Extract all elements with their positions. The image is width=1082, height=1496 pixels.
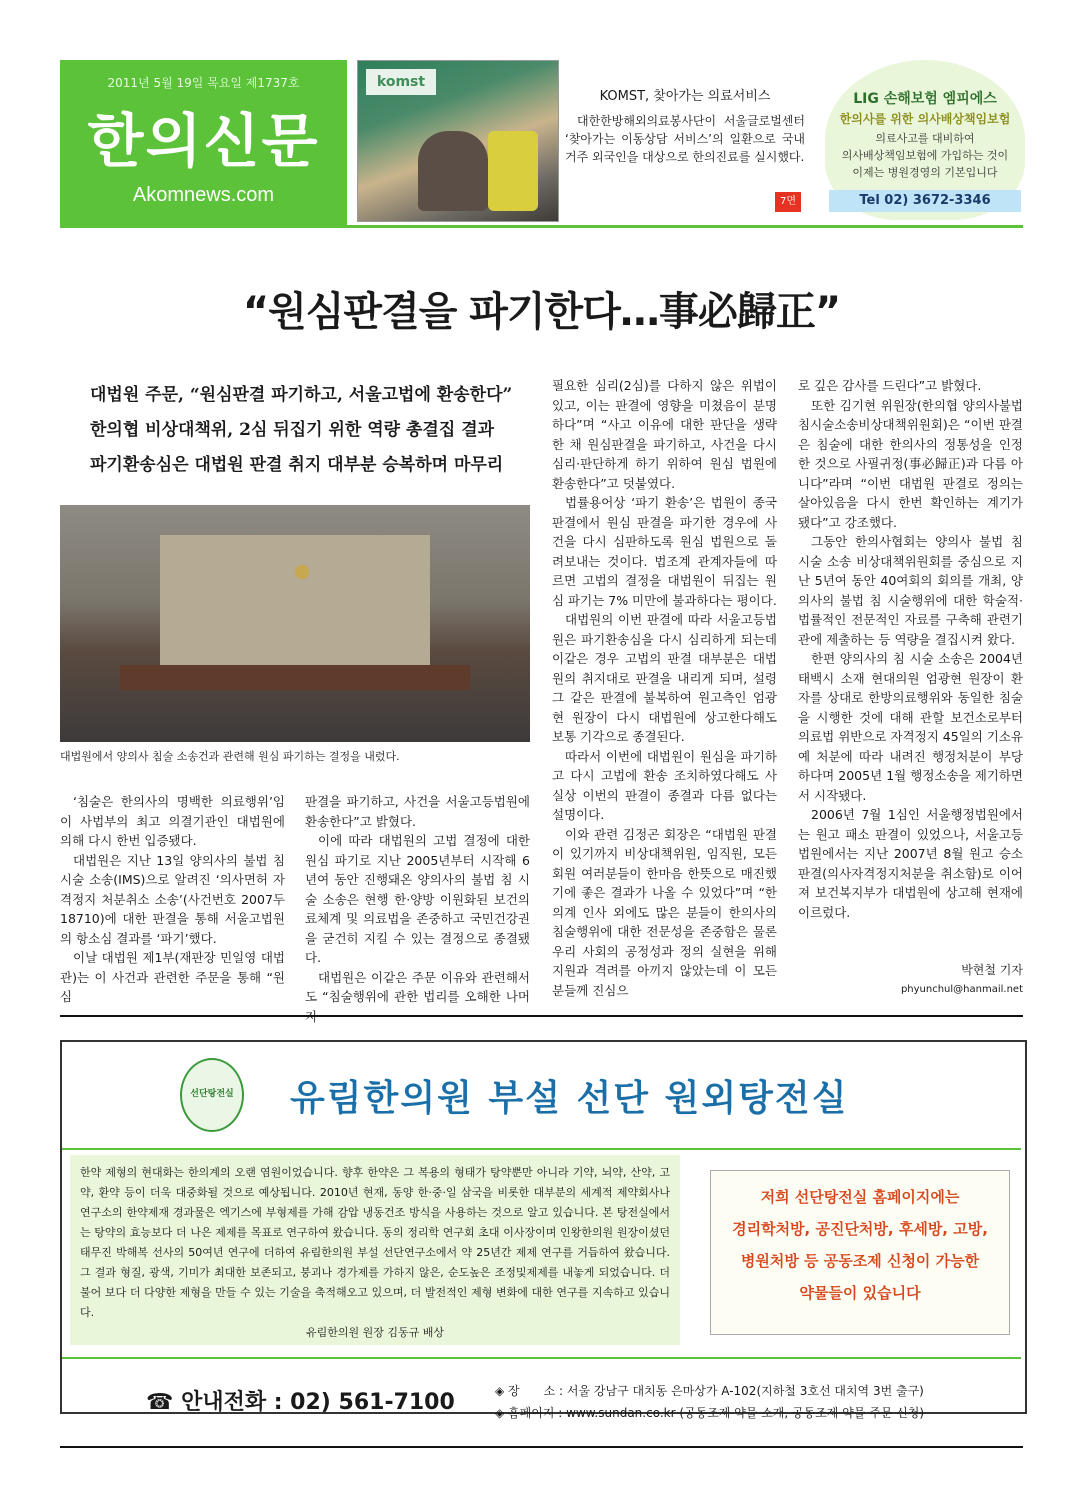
paragraph: 대법원의 이번 판결에 따라 서울고등법원은 파기환송심을 다시 심리하게 되는데 이같은 경우 고법의 판결 대부분은 대법원의 취지대로 판결을 내리게 되며, 설령 그 같은 판결에 불복하여 원고측인 엄광현 원장이 다시 대법원에 상고한다해도 보통 기각으로 종결된다.	[552, 612, 777, 744]
subhead-1: 대법원 주문, “원심판결 파기하고, 서울고법에 환송한다”	[90, 385, 513, 405]
byline	[798, 960, 1023, 1000]
author-email[interactable]: phyunchul@hanmail.net	[900, 984, 1023, 995]
paragraph: 이와 관련 김정곤 회장은 “대법원 판결이 있기까지 비상대책위원, 임직원, 모든 회원 여러분들이 한마음 한뜻으로 매진했기에 좋은 결과가 나올 수 있었다”며 “한의계 인사 외에도 많은 분들이 한의사의 침술행위에 대한 전문성을 존중함은 물론 우리 사회의 공정성과 정의 실현을 위해 지원과 격려를 아끼지 않았는데 이 모든 분들께 진심으	[552, 826, 777, 998]
paragraph: 필요한 심리(2심)를 다하지 않은 위법이 있고, 이는 판결에 영향을 미쳤음이 분명하다”며 “사고 이유에 대한 판단을 생략한 채 원심판결을 파기하고, 사건을 다시 심리·판단하게 하기 위하여 원심 법원에 환송한다”고 덧붙였다.	[552, 378, 777, 491]
ad-highlight-box	[710, 1170, 1010, 1335]
ad-contact	[495, 1380, 924, 1424]
paragraph: 법률용어상 ‘파기 환송’은 법원이 종국판결에서 원심 판결을 파기한 경우에 사건을 다시 심판하도록 원심 법원으로 돌려보내는 것이다. 법조계 관계자들에 따르면 고법의 결정을 대법원이 뒤집는 원심 파기는 7% 미만에 불과하다는 평이다.	[552, 495, 777, 608]
ad-address: ◈ 장 소 : 서울 강남구 대치동 은마상가 A-102(지하철 3호선 대치역 3번 출구)	[495, 1384, 924, 1398]
article-column-2	[305, 792, 530, 1026]
photo-wall	[160, 535, 430, 685]
paragraph: 로 깊은 감사를 드린다”고 밝혔다.	[798, 378, 982, 393]
highlight-line: 병원처방 등 공동조제 신청이 가능한	[740, 1252, 980, 1270]
ad-title: 유림한의원 부설 선단 원외탕전실	[290, 1078, 849, 1119]
main-headline: “원심판결을 파기한다…事必歸正”	[242, 289, 841, 335]
author-name: 박현철 기자	[961, 963, 1023, 977]
subhead-2: 한의협 비상대책위, 2심 뒤집기 위한 역량 총결집 결과	[90, 420, 495, 440]
ad-divider	[62, 1148, 1021, 1150]
photo-volunteer	[488, 131, 538, 211]
paragraph: 2006년 7월 1심인 서울행정법원에서는 원고 패소 판결이 있었으나, 서울고등법원에서는 지난 2007년 8월 원고 승소 판결(의사자격정지처분을 취소함)로 이어져 보건복지부가 대법원에 상고해 현재에 이르렀다.	[798, 807, 1023, 920]
issue-date: 2011년 5월 19일 목요일 제1737호	[107, 76, 300, 90]
teaser-title: KOMST, 찾아가는 의료서비스	[599, 89, 771, 104]
paragraph: 그동안 한의사협회는 양의사 불법 침 시술 소송 비상대책위원회를 중심으로 지난 5년여 동안 40여회의 회의를 개최, 양의사의 불법 침 시술행위에 대한 학술적·법률적인 전문적인 자료를 구축해 관련기관에 제출하는 등 역량을 결집시켜 왔다.	[798, 534, 1023, 647]
ad-signature: 유림한의원 원장 김동규 배상	[305, 1326, 444, 1339]
masthead	[60, 60, 347, 225]
paragraph: 판결을 파기하고, 사건을 서울고등법원에 환송한다”고 밝혔다.	[305, 794, 530, 829]
paragraph: 대법원은 이같은 주문 이유와 관련해서도 “침술행위에 관한 법리를 오해한 나머	[305, 969, 530, 1004]
highlight-line: 저희 선단탕전실 홈페이지에는	[760, 1188, 960, 1206]
insurance-product: 한의사를 위한 의사배상책임보험	[839, 112, 1011, 126]
court-photo	[60, 505, 530, 742]
article-column-3	[552, 376, 777, 1000]
paragraph: 따라서 이번에 대법원이 원심을 파기하고 다시 고법에 환송 조치하였다해도 사실상 이번의 판결이 종결과 다름 없다는 설명이다.	[552, 748, 777, 822]
ad-homepage[interactable]: ◈ 홈페이지 : www.sundan.co.kr (공동조제 약물 소개, 공동조제 약물 주문 신청)	[495, 1406, 925, 1420]
article-column-4	[798, 376, 1023, 922]
subheads	[90, 378, 530, 483]
paragraph: 이에 따라 대법원의 고법 결정에 대한 원심 파기로 지난 2005년부터 시작해 6년여 동안 진행돼온 양의사의 불법 침 시술 소송은 현행 한·양방 이원화된 보건의료체계 및 의료법을 존중하고 국민건강권을 굳건히 지킬 수 있는 결정으로 종결됐다.	[305, 833, 530, 965]
photo-caption: 대법원에서 양의사 침술 소송건과 관련해 원심 파기하는 결정을 내렸다.	[60, 750, 400, 763]
photo-person	[418, 131, 488, 211]
komst-banner: komst	[366, 69, 436, 95]
masthead-rule	[60, 225, 1023, 228]
teaser-photo	[357, 60, 559, 222]
teaser-page-badge: 7면	[775, 192, 801, 212]
ad-phone[interactable]: ☎ 안내전화 : 02) 561-7100	[146, 1390, 455, 1415]
logo-label: 선단탕전실	[190, 1089, 234, 1099]
article-rule	[60, 1015, 1023, 1017]
subhead-3: 파기환송심은 대법원 판결 취지 대부분 승복하며 마무리	[90, 455, 504, 475]
highlight-line: 약물들이 있습니다	[799, 1284, 921, 1302]
insurance-line-3: 의사배상책임보험에 가입하는 것이	[841, 149, 1009, 162]
paragraph: 또한 김기현 위원장(한의협 양의사불법침시술소송비상대책위원회)은 “이번 판결은 침술에 대한 한의사의 정통성을 인정한 것으로 사필귀정(事必歸正)과 다름 아니다”라며 “이번 대법원 판결로 정의는 살아있음을 다시 한번 확인하는 계기가 됐다”고 강조했다.	[798, 397, 1023, 530]
highlight-line: 경리학처방, 공진단처방, 후세방, 고방,	[732, 1220, 988, 1238]
site-url[interactable]: Akomnews.com	[132, 184, 275, 206]
ad-divider-bottom	[62, 1357, 1021, 1359]
ad-body-text: 한약 제형의 현대화는 한의계의 오랜 염원이었습니다. 향후 한약은 그 복용의 형태가 탕약뿐만 아니라 기약, 뇌약, 산약, 고약, 환약 등이 더욱 대중화될 것으로 예상됩니다. 2010년 현재, 동양 한·중·일 삼국을 비롯한 대부분의 세계적 제약회사나 연구소의 한약제재 경과물은 엑기스에 부형제를 가해 감압 냉동건조 방식을 사용하는 것으로 알고 있습니다. 본 탕전실에서는 탕약의 효능보다 더 나은 제제를 목표로 연구하여 왔습니다. 동의 정리학 연구회 초대 이사장이며 인왕한의원 원장이셨던 태무진 박해복 선사의 50여년 연구에 더하여 유림한의원 부설 선단연구소에서 약 25년간 제제 연구를 거듭하여 왔습니다. 그 결과 형질, 광색, 기미가 최대한 보존되고, 붕괴나 경가제를 가하지 않은, 순도높은 조정및제제를 내놓게 되었습니다. 더불어 보다 더 다양한 제형을 만들 수 있는 기술을 축적해오고 있으며, 더 발전적인 제형 변화에 대한 연구를 지속하고 있습니다.	[80, 1166, 670, 1319]
insurance-line-2: 의료사고를 대비하여	[875, 132, 975, 145]
photo-bench	[120, 665, 470, 690]
teaser-article[interactable]	[565, 88, 805, 207]
ad-body	[70, 1155, 680, 1345]
page-bottom-rule	[60, 1446, 1023, 1448]
insurance-ad[interactable]	[825, 60, 1025, 220]
paragraph: ‘침술은 한의사의 명백한 의료행위’임이 사법부의 최고 의결기관인 대법원에 의해 다시 한번 입증됐다.	[60, 794, 285, 848]
paragraph: 한편 양의사의 침 시술 소송은 2004년 태백시 소재 현대의원 엄광현 원장이 환자를 상대로 한방의료행위와 동일한 침술을 시행한 것에 대해 관할 보건소로부터 의료법 위반으로 자격정지 45일의 기소유예 처분에 따라 내려진 행정처분이 부당하다며 2005년 1월 행정소송을 제기하면서 시작됐다.	[798, 651, 1023, 803]
paragraph: 대법원은 지난 13일 양의사의 불법 침 시술 소송(IMS)으로 알려진 ‘의사면허 자격정지 처분취소 소송’(사건번호 2007두18710)에 대한 판결을 통해 서울고법원의 항소심 결과를 ‘파기’했다.	[60, 852, 285, 946]
paragraph: 이날 대법원 제1부(재판장 민일영 대법관)는 이 사건과 관련한 주문을 통해 “원심	[60, 950, 285, 1004]
insurance-line-4: 이제는 병원경영의 기본입니다	[852, 166, 998, 179]
sundan-logo-icon	[180, 1058, 244, 1132]
insurance-tel: Tel 02) 3672-3346	[829, 190, 1021, 212]
teaser-body: 대한한방해외의료봉사단이 서울글로벌센터 ‘찾아가는 이동상담 서비스’의 일환으로 국내 거주 외국인을 대상으로 한의진료를 실시했다.	[565, 114, 805, 164]
article-column-1	[60, 792, 285, 1007]
court-seal-icon	[295, 565, 309, 579]
newspaper-logo: 한의신문	[87, 107, 320, 175]
insurance-brand: LIG 손해보험 엠피에스	[853, 91, 997, 107]
